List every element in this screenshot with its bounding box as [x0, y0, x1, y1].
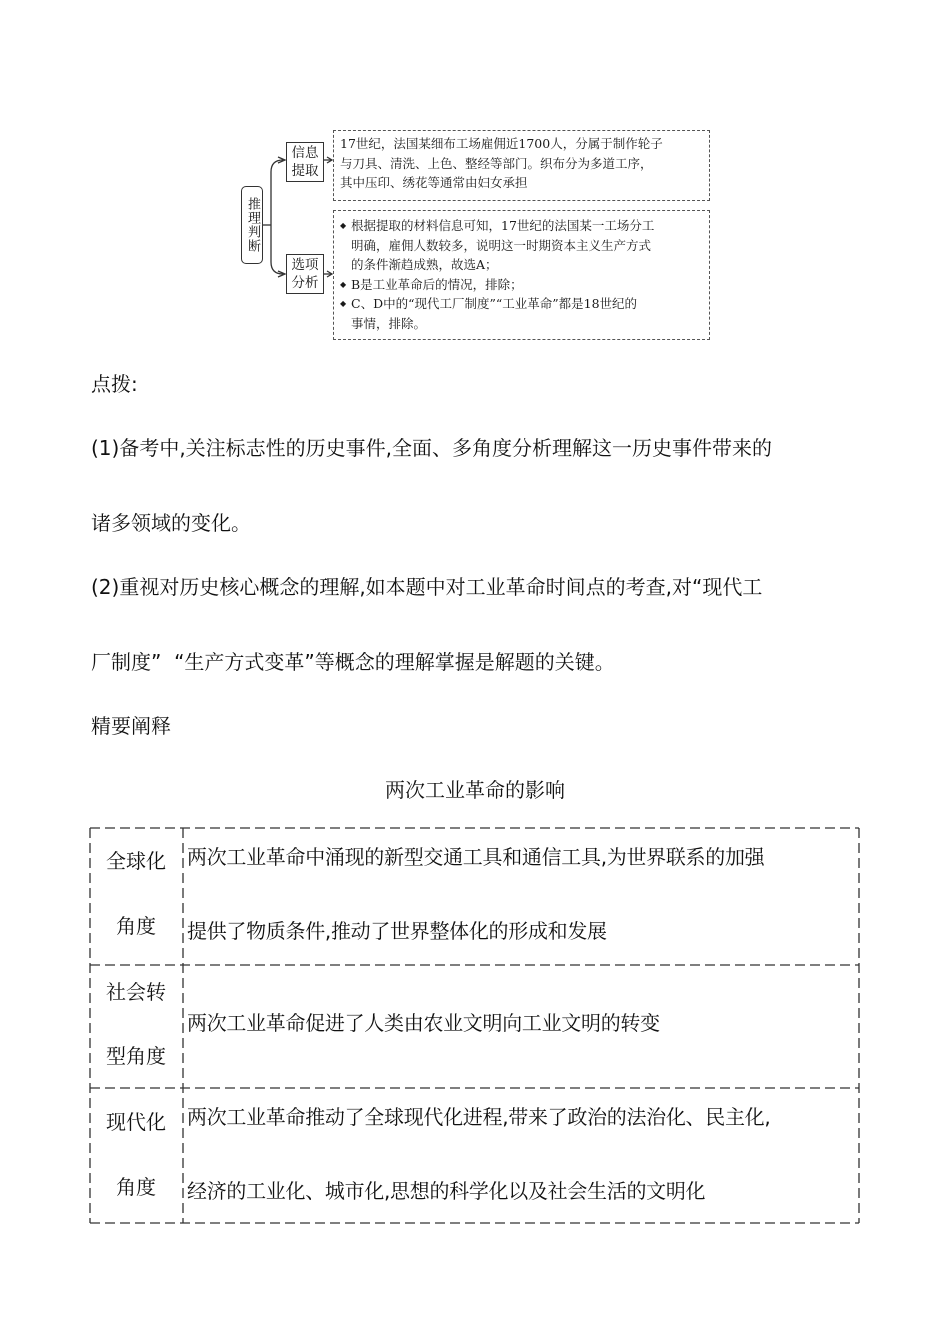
row-label-line: 角度	[116, 1175, 156, 1199]
row-label-line: 现代化	[106, 1110, 166, 1134]
bullet-line: ◆ C、D中的“现代工厂制度”“工业革命”都是18世纪的	[351, 296, 638, 311]
node-label-line: 提取	[291, 163, 319, 179]
row-text-line: 两次工业革命推动了全球现代化进程,带来了政治的法治化、民主化,	[187, 1105, 771, 1129]
node-label-line: 信息	[291, 145, 319, 161]
bullet-line: 的条件渐趋成熟，故选A；	[351, 257, 498, 272]
row-label-line: 社会转	[106, 980, 166, 1004]
row-text-line: 两次工业革命促进了人类由农业文明向工业文明的转变	[187, 1011, 660, 1035]
bullet-line: ◆ 根据提取的材料信息可知，17世纪的法国某一工场分工	[351, 218, 655, 233]
info-line: 17世纪，法国某细布工场雇佣近1700人，分属于制作轮子	[340, 136, 663, 151]
diagram-node-info-extract	[286, 142, 324, 182]
node-label-line: 分析	[291, 275, 319, 291]
tip-paragraph-1-line-2: 诸多领域的变化。	[91, 511, 251, 535]
reasoning-diagram	[0, 0, 950, 350]
tip-paragraph-2-line-1: (2)重视对历史核心概念的理解,如本题中对工业革命时间点的考查,对“现代工	[91, 575, 763, 599]
info-extract-box	[333, 130, 710, 201]
analysis-bullet	[340, 294, 703, 333]
row-label-line: 全球化	[106, 849, 166, 873]
diagram-node-option-analysis	[286, 254, 324, 294]
bullet-line: ◆ B是工业革命后的情况，排除；	[351, 276, 523, 292]
analysis-bullet	[340, 275, 703, 295]
explain-heading: 精要阐释	[91, 714, 171, 738]
info-line: 与刀具、清洗、上色、整经等部门。织布分为多道工序，	[340, 155, 653, 171]
bullet-line: 明确，雇佣人数较多，说明这一时期资本主义生产方式	[351, 237, 652, 253]
tip-paragraph-2-line-2: 厂制度” “生产方式变革”等概念的理解掌握是解题的关键。	[91, 650, 615, 674]
tip-paragraph-1-line-1: (1)备考中,关注标志性的历史事件,全面、多角度分析理解这一历史事件带来的	[91, 436, 773, 460]
option-analysis-box	[333, 210, 710, 340]
row-label-line: 角度	[116, 914, 156, 938]
bullet-line: 事情，排除。	[351, 315, 427, 331]
row-text-line: 提供了物质条件,推动了世界整体化的形成和发展	[187, 919, 607, 943]
diagram-root-node: 推理判断	[241, 186, 263, 264]
node-label-line: 选项	[291, 257, 319, 273]
tip-heading: 点拨:	[91, 372, 138, 396]
table-title: 两次工业革命的影响	[385, 778, 565, 802]
info-line: 其中压印、绣花等通常由妇女承担	[340, 175, 528, 190]
analysis-bullet	[340, 216, 703, 275]
row-text-line: 两次工业革命中涌现的新型交通工具和通信工具,为世界联系的加强	[187, 845, 765, 869]
impact-table	[89, 827, 860, 1225]
row-text-line: 经济的工业化、城市化,思想的科学化以及社会生活的文明化	[187, 1179, 706, 1203]
row-label-line: 型角度	[106, 1044, 166, 1068]
